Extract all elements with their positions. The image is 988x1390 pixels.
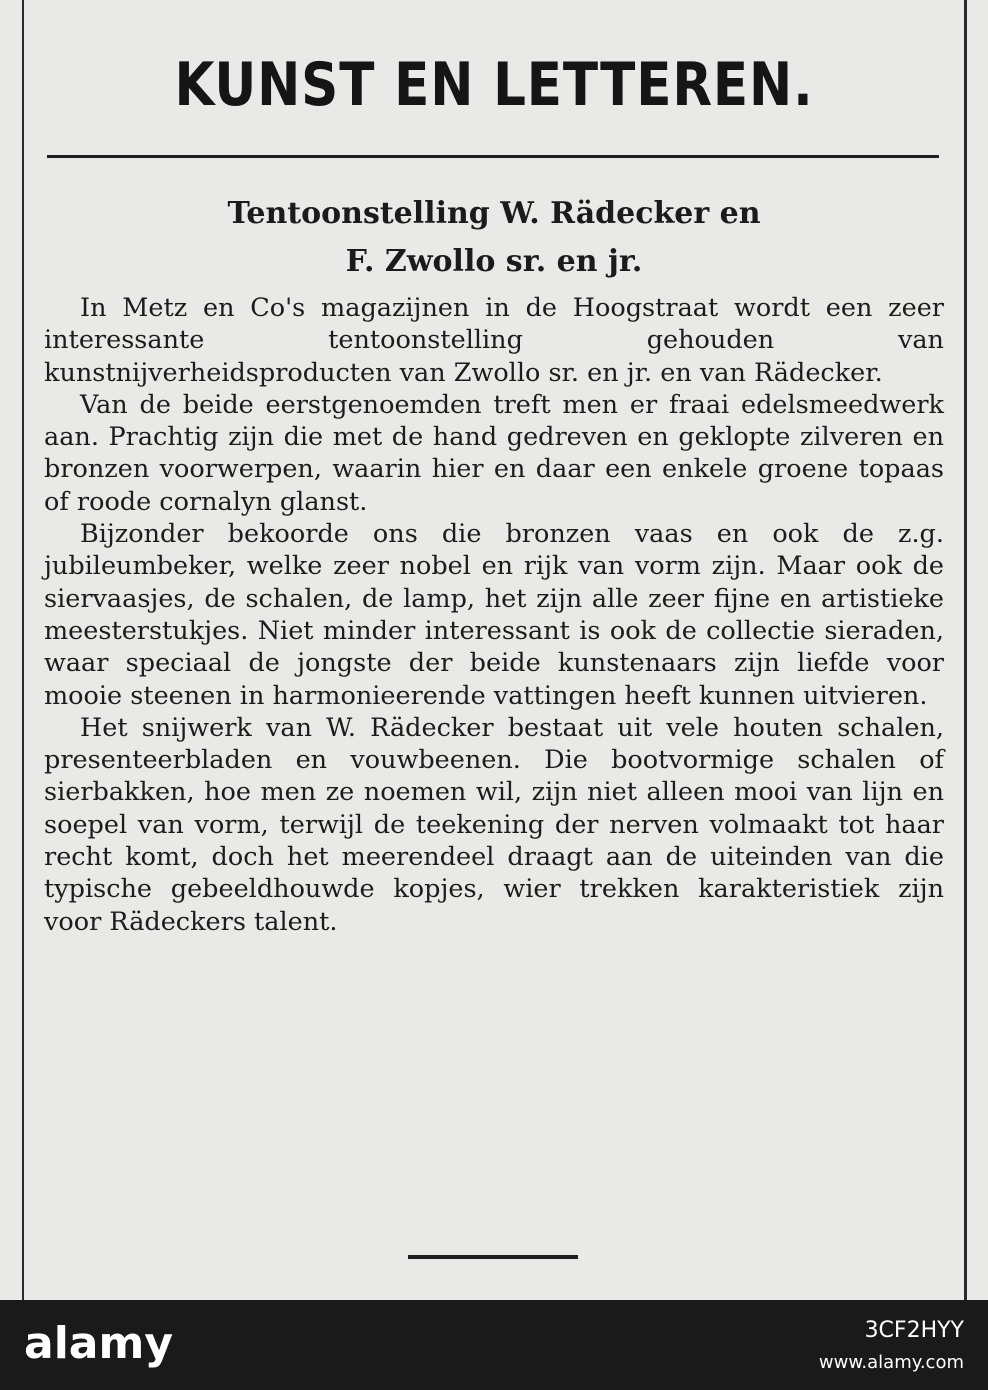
footer-url: www.alamy.com — [818, 1352, 964, 1373]
section-divider — [47, 155, 939, 158]
column-rule-right — [964, 0, 967, 1300]
article-paragraph: Van de beide eerstgenoemden treft men er fraai edelsmeedwerk aan. Prachtig zijn die met de hand gedreven en geklopte zilveren en bronzen voorwerpen, waarin hier en daar een enkele groene topaas of roode cornalyn glanst. — [44, 389, 944, 517]
article-paragraph: In Metz en Co's magazijnen in de Hoogstraat wordt een zeer interessante tentoonstelling gehouden van kunstnijverheidsproducten van Zwollo sr. en jr. en van Rädecker. — [44, 293, 944, 388]
alamy-logo: alamy — [24, 1318, 173, 1369]
image-id: 3CF2HYY — [864, 1318, 964, 1343]
article-paragraph: Het snijwerk van W. Rädecker bestaat uit vele houten schalen, presenteerbladen en vouwbeenen. Die bootvormige schalen of sierbakken, hoe men ze noemen wil, zijn niet alleen mooi van lijn en soepel van vorm, terwijl de teekening der nerven volmaakt tot haar recht komt, doch het meerendeel draagt aan de uiteinden van die typische gebeeldhouwde kopjes, wier trekken karakteristiek zijn voor Rädeckers talent. — [44, 712, 944, 937]
article-headline — [40, 190, 948, 286]
section-title: KUNST EN LETTEREN. — [174, 50, 814, 120]
article-paragraph: Bijzonder bekoorde ons die bronzen vaas en ook de z.g. jubileumbeker, welke zeer nobel en rijk van vorm zijn. Maar ook de siervaasjes, de schalen, de lamp, het zijn alle zeer fijne en artistieke meesterstukjes. Niet minder interessant is ook de collectie sieraden, waar speciaal de jongste der beide kunstenaars zijn liefde voor mooie steenen in harmonieerende vattingen heeft kunnen uitvieren. — [44, 519, 944, 711]
watermark-footer — [0, 1300, 988, 1390]
end-divider — [408, 1255, 578, 1259]
headline-line-2: F. Zwollo sr. en jr. — [345, 244, 643, 279]
article-body — [44, 292, 944, 938]
headline-line-1: Tentoonstelling W. Rädecker en — [227, 196, 761, 231]
column-rule-left — [22, 0, 24, 1300]
